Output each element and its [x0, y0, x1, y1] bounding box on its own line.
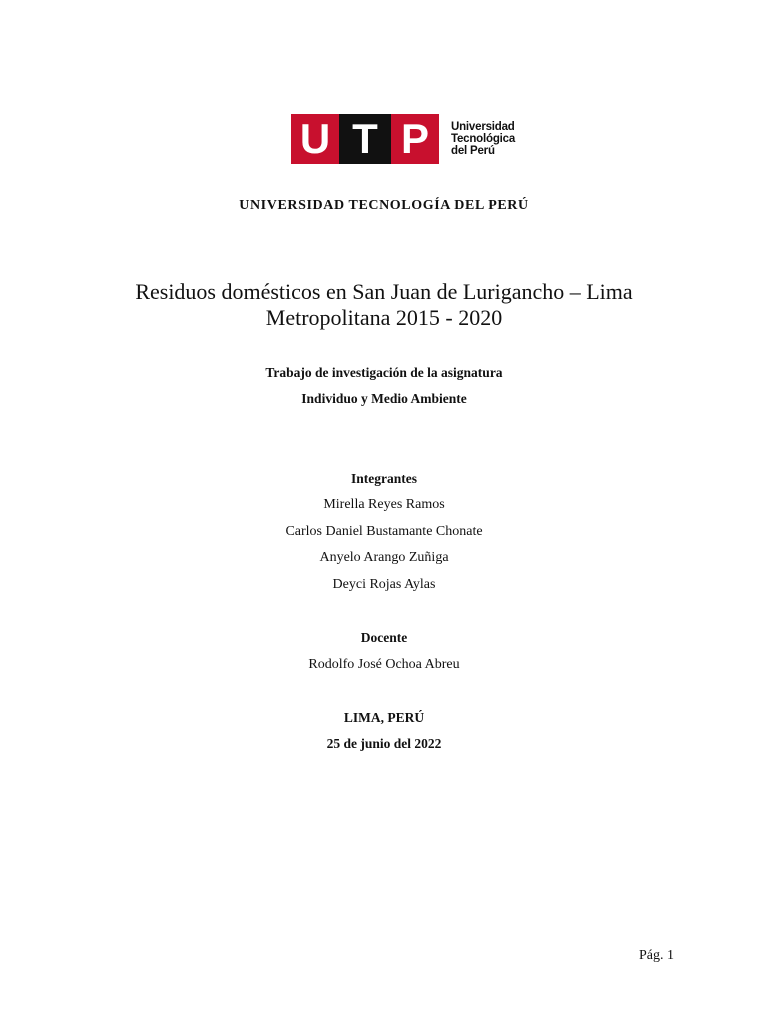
logo-letter-p: P	[391, 114, 439, 164]
teacher-heading: Docente	[360, 630, 408, 645]
utp-logo	[291, 114, 531, 164]
member-name: Anyelo Arango Zuñiga	[319, 550, 449, 565]
logo-text-line-2: Tecnológica	[451, 133, 516, 145]
document-title	[0, 279, 768, 331]
logo-letter-t: T	[339, 114, 391, 164]
teacher-name: Rodolfo José Ochoa Abreu	[308, 657, 460, 672]
logo-text-line-3: del Perú	[451, 145, 495, 157]
subtitle-line-2: Individuo y Medio Ambiente	[301, 391, 467, 406]
member-name: Carlos Daniel Bustamante Chonate	[285, 524, 483, 539]
logo-wordmark	[451, 121, 515, 157]
subtitle-line-1: Trabajo de investigación de la asignatura	[265, 365, 503, 380]
page-number: Pág. 1	[639, 948, 674, 963]
university-name: UNIVERSIDAD TECNOLOGÍA DEL PERÚ	[239, 198, 529, 213]
title-line-2: Metropolitana 2015 - 2020	[265, 305, 503, 330]
place: LIMA, PERÚ	[343, 710, 425, 725]
date: 25 de junio del 2022	[326, 736, 442, 751]
utp-logo-mark	[291, 114, 439, 164]
members-heading: Integrantes	[351, 471, 417, 486]
member-name: Mirella Reyes Ramos	[323, 497, 445, 512]
logo-letter-u: U	[291, 114, 339, 164]
logo-text-line-1: Universidad	[451, 121, 515, 133]
member-name: Deyci Rojas Aylas	[332, 577, 436, 592]
title-line-1: Residuos domésticos en San Juan de Lurigancho – Lima	[135, 279, 633, 304]
